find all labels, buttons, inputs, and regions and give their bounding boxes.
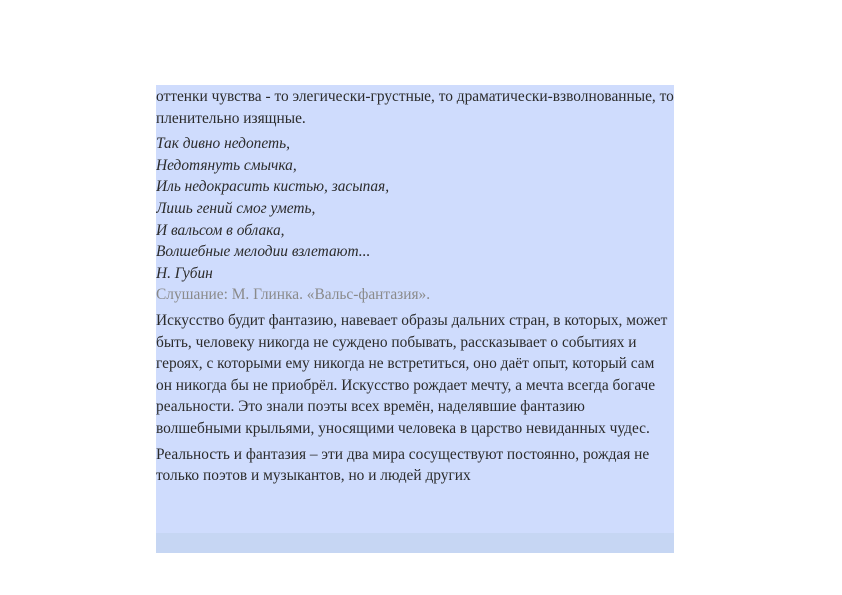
poem-line: Иль недокрасить кистью, засыпая, bbox=[156, 178, 390, 196]
poem-line: Лишь гений смог уметь, bbox=[156, 199, 316, 217]
poem-author: Н. Губин bbox=[156, 264, 213, 282]
poem-line: И вальсом в облака, bbox=[156, 221, 285, 239]
intro-paragraph: оттенки чувства - то элегически-грустные, то драматически-взволнованные, то пленительно изящные. bbox=[156, 88, 674, 127]
poem-line: Так дивно недопеть, bbox=[156, 135, 290, 153]
paragraph-reality: Реальность и фантазия – эти два мира сосуществуют постоянно, рождая не только поэтов и музыкантов, но и людей других bbox=[156, 445, 650, 485]
bottom-strip bbox=[156, 533, 674, 553]
poem bbox=[156, 133, 674, 284]
poem-line: Недотянуть смычка, bbox=[156, 156, 297, 174]
paragraph-art: Искусство будит фантазию, навевает образы дальних стран, в которых, может быть, человеку никогда не суждено побывать, рассказывает о событиях и героях, с которыми ему никогда не встретиться, оно даёт опыт, который сам он никогда бы не приобрёл. Искусство рождает мечту, а мечта всегда богаче реальности. Это знали поэты всех времён, наделявшие фантазию волшебными крыльями, уносящими человека в царство невиданных чудес. bbox=[156, 311, 668, 437]
listening-note: Слушание: М. Глинка. «Вальс-фантазия». bbox=[156, 286, 431, 304]
document-content bbox=[156, 86, 674, 487]
text-box bbox=[156, 85, 674, 533]
poem-line: Волшебные мелодии взлетают... bbox=[156, 243, 371, 261]
